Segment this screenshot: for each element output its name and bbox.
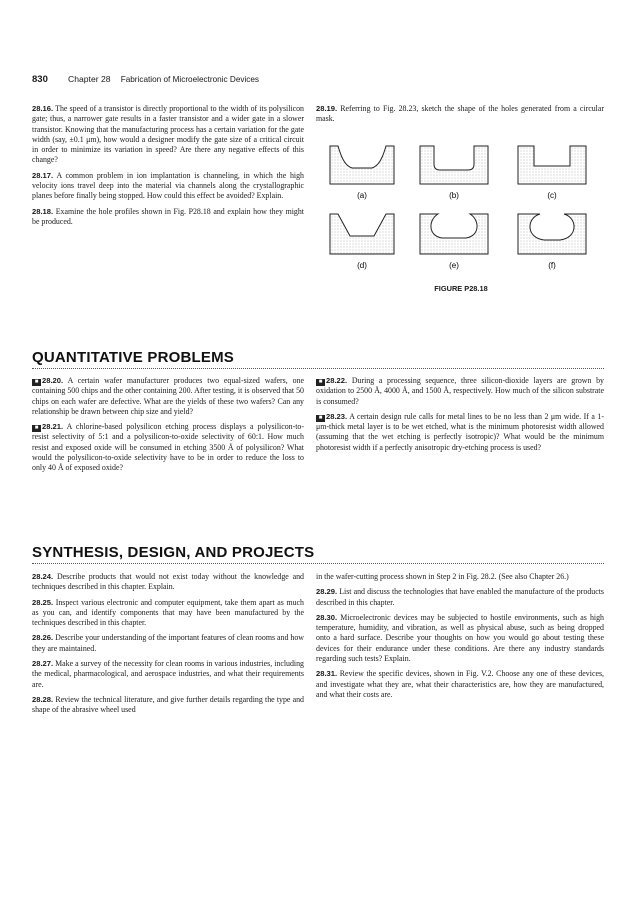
quantitative-right-column: [316, 376, 604, 458]
chapter-label: Chapter 28: [68, 74, 111, 84]
label-f: (f): [548, 261, 556, 270]
problem-28-23: ■ 28.23. A certain design rule calls for metal lines to be no less than 2 μm wide. If a 1-μm-thick metal layer is to be wet etched, what is the minimum photoresist width allowed (assuming that the wet etching is perfectly isotropic)? What would be the minimum photoresist width if a perfectly anisotropic dry-etching process is used?: [316, 411, 604, 452]
problem-28-22: ■ 28.22. During a processing sequence, three silicon-dioxide layers are grown by oxidation to 2500 Å, 4000 Å, and 1500 Å, respectively. How much of the silicon substrate is consumed?: [316, 376, 604, 406]
top-left-column: [32, 104, 304, 232]
problem-28-31: 28.31. Review the specific devices, shown in Fig. V.2. Choose any one of these devices, and investigate what they are, what their characteristics are, how they are manufactured, and what their costs are.: [316, 669, 604, 699]
running-header: [32, 74, 604, 90]
synthesis-rule: [32, 563, 604, 564]
computational-marker-icon: ■: [316, 379, 325, 386]
quantitative-left-column: [32, 376, 304, 479]
label-c: (c): [547, 191, 557, 200]
problem-28-30: 28.30. Microelectronic devices may be subjected to hostile environments, such as high temperature, humidity, and vibration, as well as physical abuse, such as being dropped onto a hard surface. Describe your thoughts on how you would go about testing these devices for their endurance under these conditions. Are there any industry standards regarding such tests? Explain.: [316, 612, 604, 664]
synthesis-left-column: [32, 572, 304, 721]
label-e: (e): [449, 261, 459, 270]
profile-e: [420, 214, 488, 270]
label-a: (a): [357, 191, 367, 200]
problem-28-20: ■ 28.20. A certain wafer manufacturer produces two equal-sized wafers, one containing 500 chips and the other containing 200. After testing, it is observed that 50 chips on each wafer are defective. What are the yields of these two wafers? Can any relationship be drawn between chip size and yield?: [32, 376, 304, 416]
profile-f: [518, 214, 586, 270]
quantitative-heading: QUANTITATIVE PROBLEMS: [32, 349, 234, 366]
problem-28-18: 28.18. Examine the hole profiles shown in Fig. P28.18 and explain how they might be produced.: [32, 206, 304, 226]
profile-d: [330, 214, 394, 270]
problem-28-17: 28.17. A common problem in ion implantation is channeling, in which the high velocity ions travel deep into the material via channels along the crystallographic planes before finally being stopped. How could this effect be avoided? Explain.: [32, 170, 304, 201]
computational-marker-icon: ■: [316, 415, 325, 422]
synthesis-heading: SYNTHESIS, DESIGN, AND PROJECTS: [32, 544, 315, 561]
problem-28-28-continued: in the wafer-cutting process shown in Step 2 in Fig. 28.2. (See also Chapter 26.): [316, 572, 569, 581]
computational-marker-icon: ■: [32, 379, 41, 386]
problem-28-19: 28.19. Referring to Fig. 28.23, sketch the shape of the holes generated from a circular mask.: [316, 104, 604, 124]
problem-28-26: 28.26. Describe your understanding of the important features of clean rooms and how they are maintained.: [32, 633, 304, 653]
problem-28-21: ■ 28.21. A chlorine-based polysilicon etching process displays a polysilicon-to-resist selectivity of 5:1 and a polysilicon-to-oxide selectivity of 60:1. How much resist and exposed oxide will be consumed in etching 3500 Å of polysilicon? What would the polysilicon-to-oxide selectivity have to be in order to reduce the loss to only 40 Å of exposed oxide?: [32, 422, 304, 473]
figure-caption: FIGURE P28.18: [434, 284, 488, 293]
problem-28-24: 28.24. Describe products that would not exist today without the knowledge and techniques described in this chapter. Explain.: [32, 572, 304, 592]
synthesis-right-column: [316, 572, 604, 705]
problem-28-27: 28.27. Make a survey of the necessity for clean rooms in various industries, including the medical, pharmacological, and aerospace industries, and what their requirements are.: [32, 659, 304, 689]
profile-a: [330, 146, 394, 200]
page-number: 830: [32, 74, 48, 85]
profile-b: [420, 146, 488, 200]
quantitative-rule: [32, 368, 604, 369]
hole-profiles-diagram: [316, 126, 606, 276]
figure-p28-18: [316, 126, 606, 296]
problem-28-25: 28.25. Inspect various electronic and computer equipment, take them apart as much as you can, and identify components that may have been manufactured by the techniques described in this chapter.: [32, 597, 304, 628]
problem-28-29: 28.29. List and discuss the technologies that have enabled the manufacture of the products described in this chapter.: [316, 587, 604, 607]
problem-28-28: 28.28. Review the technical literature, and give further details regarding the type and shape of the abrasive wheel used: [32, 694, 304, 715]
label-b: (b): [449, 191, 459, 200]
chapter-title: Fabrication of Microelectronic Devices: [120, 75, 260, 84]
profile-c: [518, 146, 586, 200]
label-d: (d): [357, 261, 367, 270]
computational-marker-icon: ■: [32, 425, 41, 432]
problem-28-16: 28.16. The speed of a transistor is directly proportional to the width of its polysilicon gate; thus, a narrower gate results in a faster transistor and a wider gate in a slower transistor. Knowing that the manufacturing process has a certain variation for the gate width (say, ±0.1 μm), how would a designer modify the gate size of a critical circuit in order to minimize its variation in speed? Are there any negative effects of this change?: [32, 104, 304, 165]
